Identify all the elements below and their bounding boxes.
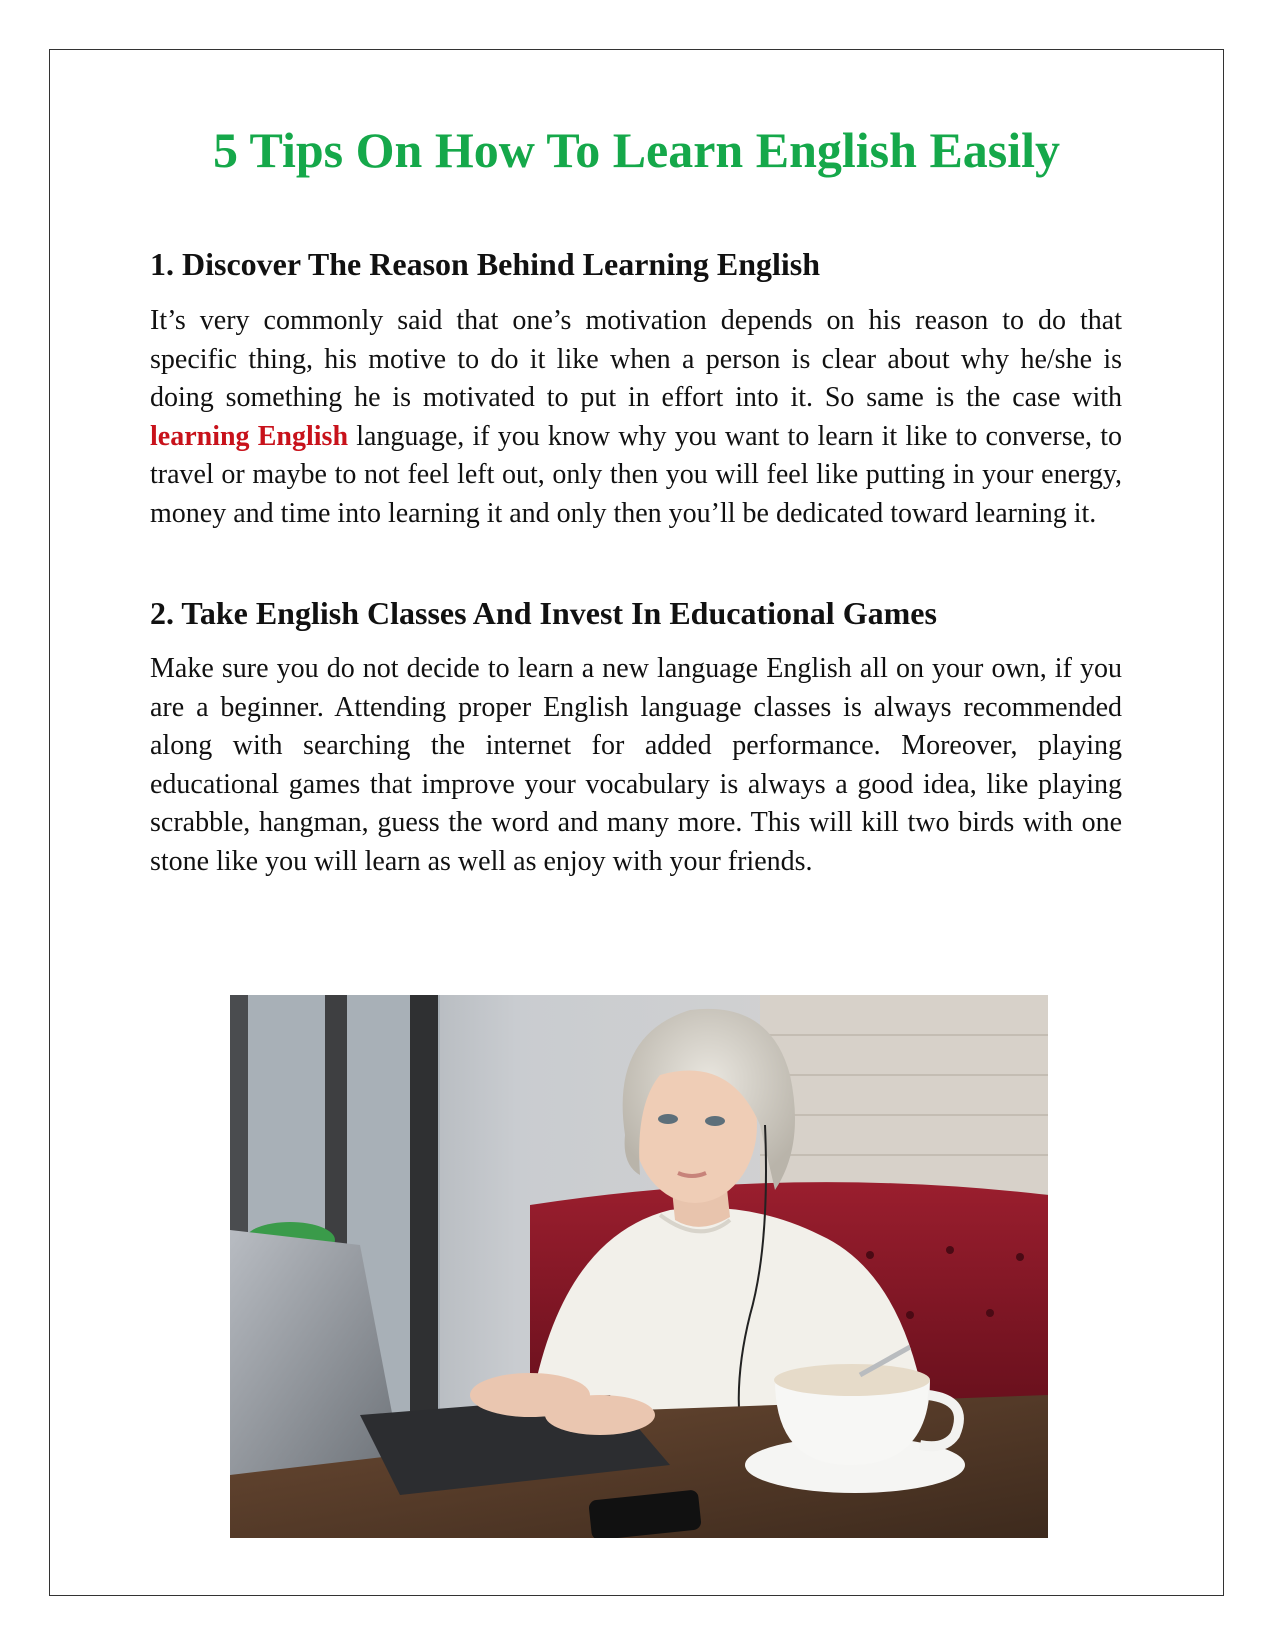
learning-english-link[interactable]: learning English xyxy=(150,420,349,452)
document-title: 5 Tips On How To Learn English Easily xyxy=(212,122,1061,178)
section-1-paragraph xyxy=(150,302,1122,534)
photo-illustration xyxy=(230,995,1048,1538)
section-1-heading: 1. Discover The Reason Behind Learning English xyxy=(150,246,821,282)
section-1-text-end: language, if you know why you want to learn it like to converse, to travel or maybe to not feel left out, only then you will feel like putting in your energy, money and time into learning it and only then you’ll be dedicated toward learning it. xyxy=(150,420,1122,529)
section-1-text-start: It’s very commonly said that one’s motivation depends on his reason to do that specific thing, his motive to do it like when a person is clear about why he/she is doing something he is motivated to put in effort into it. So same is the case with xyxy=(150,305,1122,414)
woman-laptop-photo xyxy=(230,995,1048,1538)
section-2-paragraph: Make sure you do not decide to learn a new language English all on your own, if you are a beginner. Attending proper English language classes is always recommended along with searching the internet for added performance. Moreover, playing educational games that improve your vocabulary is always a good idea, like playing scrabble, hangman, guess the word and many more. This will kill two birds with one stone like you will learn as well as enjoy with your friends. xyxy=(150,653,1122,877)
section-2-heading: 2. Take English Classes And Invest In Educational Games xyxy=(150,595,937,631)
